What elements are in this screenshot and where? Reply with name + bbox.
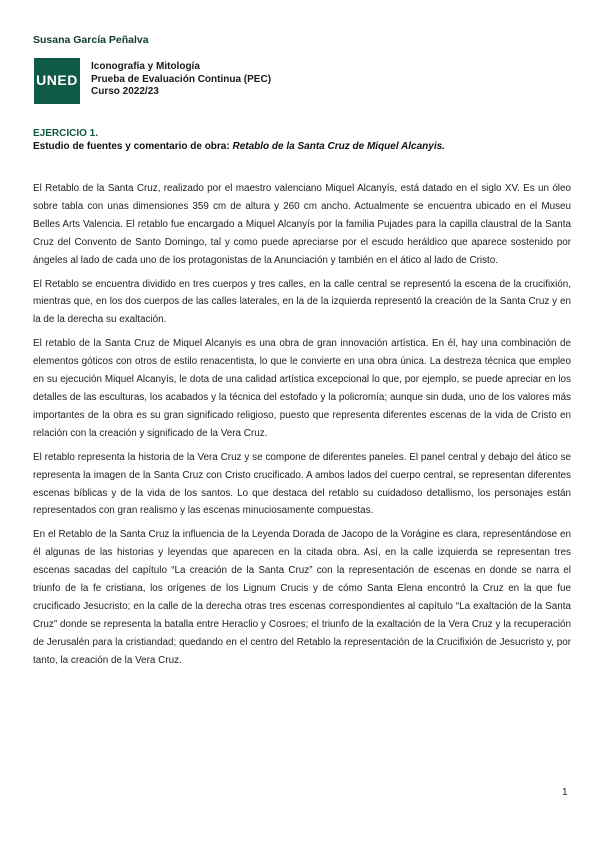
exercise-subject-prefix: Estudio de fuentes y comentario de obra: [33,141,233,152]
course-year: Curso 2022/23 [91,86,159,97]
paragraph: El retablo de la Santa Cruz de Miquel Alcanyis es una obra de gran innovación artística. En él, hay una combinación de elementos góticos con otros de estilo renacentista, lo que le convierte en una obra única. La destreza técnica que empleo en su ejecución Miquel Alcanyís, le dota de una calidad artística excepcional lo que, por ejemplo, se puede apreciar en los detalles de las esculturas, los acabados y la técnica del estofado y la policromía; aunque sin duda, uno de los valores más importantes de la obra es su gran significado religioso, puesto que representa diferentes escenas de la vida de Cristo en relación con la creación y significado de la Vera Cruz. [33,338,571,439]
essay-body [33,180,571,676]
course-info [91,61,271,99]
paragraph: El Retablo se encuentra dividido en tres cuerpos y tres calles, en la calle central se representó la escena de la crucifixión, mientras que, en los dos cuerpos de las calles laterales, en la de la izquierda representó la creación de la Santa Cruz y en la de la derecha su exaltación. [33,278,571,326]
exercise-subject-work: Retablo de la Santa Cruz de Miquel Alcanyis. [232,141,445,152]
uned-logo-text: UNED [36,72,78,88]
exercise-title: EJERCICIO 1. [33,128,99,139]
exercise-subject [33,141,573,152]
paragraph: El retablo representa la historia de la Vera Cruz y se compone de diferentes paneles. El panel central y debajo del ático se representa la imagen de la Santa Cruz con Cristo crucificado. A ambos lados del cuerpo central, se representan diferentes escenas bíblicas y de la vida de los santos. Lo que destaca del retablo su cuidadoso detallismo, los personajes están representados con gran realismo y las escenas minuciosamente compuestas. [33,451,571,517]
course-subject: Iconografía y Mitología [91,61,200,72]
uned-logo [34,58,80,104]
paragraph: El Retablo de la Santa Cruz, realizado por el maestro valenciano Miquel Alcanyís, está datado en el siglo XV. Es un óleo sobre tabla con unas dimensiones 359 cm de altura y 260 cm ancho. Actualmente se encuentra ubicado en el Museu Belles Arts Valencia. El retablo fue encargado a Miquel Alcanyís por la familia Pujades para la capilla claustral de la Santa Cruz del Convento de Santo Domingo, tal y como puede apreciarse por el escudo heráldico que aparece sostenido por ángeles al lado de cada uno de los protagonistas de la Anunciación y también en el ático al lado de Cristo. [33,183,571,266]
author-name: Susana García Peñalva [33,34,149,46]
paragraph: En el Retablo de la Santa Cruz la influencia de la Leyenda Dorada de Jacopo de la Vorágine es clara, representándose en él algunas de las historias y leyendas que aparecen en la citada obra. Así, en la calle izquierda se representan tres escenas sacadas del capítulo “La creación de la Santa Cruz” con la representación de escenas en donde se narra el triunfo de la fe cristiana, los orígenes de los Lignum Crucis y de cómo Santa Elena encontró la Cruz en la que fue crucificado Jesucristo; en la calle de la derecha otras tres escenas correspondientes al capítulo “La exaltación de la Santa Cruz” donde se representa la batalla entre Heraclio y Cosroes; el triunfo de la exaltación de la Vera Cruz y la recuperación de Jerusalén para la cristiandad; quedando en el centro del Retablo la representación de la Crucifixión de Jesucristo y, por tanto, la creación de la Vera Cruz. [33,529,571,666]
course-assessment: Prueba de Evaluación Continua (PEC) [91,73,272,85]
page-number: 1 [562,787,568,798]
